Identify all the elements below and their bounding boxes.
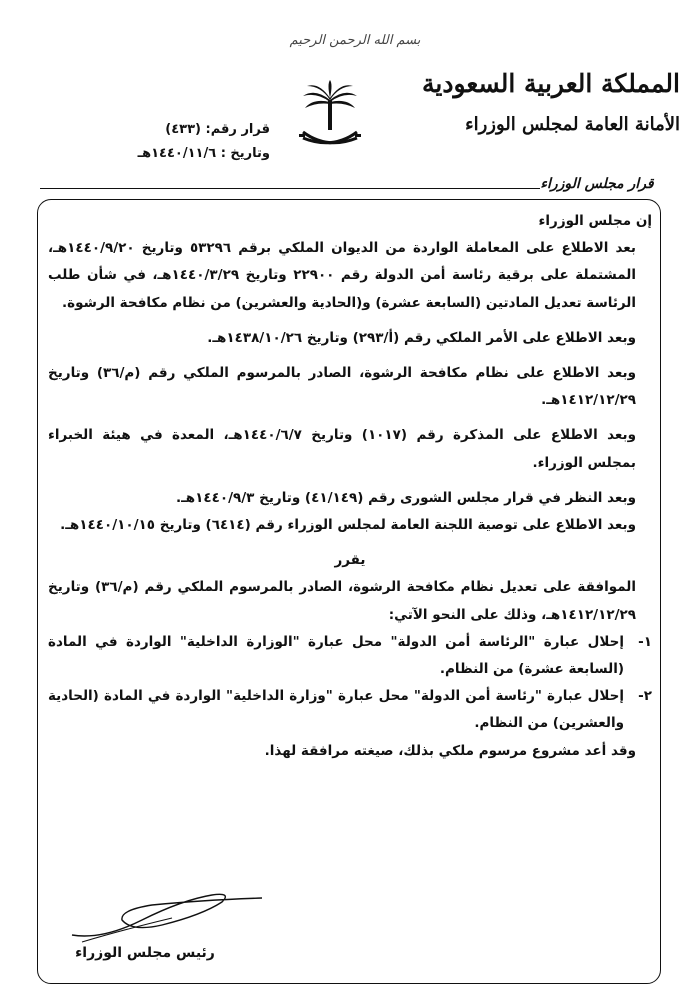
item-text: إحلال عبارة "رئاسة أمن الدولة" محل عبارة "وزارة الداخلية" الواردة في المادة (الحادية والعشرين) من النظام. [48,688,624,732]
council-decision-label: قرار مجلس الوزراء [540,176,654,192]
prime-minister-title: رئيس مجلس الوزراء [75,945,215,961]
item-number: ١- [638,633,652,650]
paragraph-5: وبعد النظر في قرار مجلس الشورى رقم (٤١/١٤٩) وتاريخ ١٤٤٠/٩/٣هـ. [176,489,636,506]
item-number: ٢- [638,688,652,705]
basmala: بسم الله الرحمن الرحيم [289,33,421,48]
date-value: ١٤٤٠/١١/٦هـ [137,146,217,161]
decision-number: (٤٣٣) [165,122,201,137]
palm-swords-emblem-icon [297,80,363,152]
paragraph-6: وبعد الاطلاع على توصية اللجنة العامة لمجلس الوزراء رقم (٦٤١٤) وتاريخ ١٤٤٠/١٠/١٥هـ. [60,517,636,534]
item-text: إحلال عبارة "الرئاسة أمن الدولة" محل عبارة "الوزارة الداخلية" الواردة في المادة (السابعة عشرة) من النظام. [48,633,624,678]
list-item [48,629,652,683]
date-label: وتاريخ : [220,146,270,161]
closing-paragraph: وقد أعد مشروع مرسوم ملكي بذلك، صيغته مرافقة لهذا. [264,742,636,759]
decides-heading: يقرر [334,552,366,569]
decision-number-row [70,118,270,142]
paragraph-3: وبعد الاطلاع على نظام مكافحة الرشوة، الصادر بالمرسوم الملكي رقم (م/٣٦) وتاريخ ١٤١٢/١٢/٢٩هـ. [48,365,636,409]
decision-meta [70,118,270,166]
approval-paragraph: الموافقة على تعديل نظام مكافحة الرشوة، الصادر بالمرسوم الملكي رقم (م/٣٦) وتاريخ ١٤١٢/١٢/٢٩هـ، وذلك على النحو الآتي: [48,579,636,623]
opening-line: إن مجلس الوزراء [538,213,652,229]
paragraph-2: وبعد الاطلاع على الأمر الملكي رقم (أ/٢٩٣) وتاريخ ١٤٣٨/١٠/٢٦هـ. [207,329,636,346]
decision-body [48,208,652,765]
paragraph-1: بعد الاطلاع على المعاملة الواردة من الديوان الملكي برقم ٥٣٢٩٦ وتاريخ ١٤٤٠/٩/٢٠هـ، المشتملة على برقية رئاسة أمن الدولة رقم ٢٢٩٠٠ وتاريخ ١٤٤٠/٣/٢٩هـ، في شأن طلب الرئاسة تعديل المادتين (السابعة عشرة) و(الحادية والعشرين) من نظام مكافحة الرشوة. [48,240,637,311]
decision-date-row [70,142,270,166]
secretariat-title: الأمانة العامة لمجلس الوزراء [465,114,680,135]
kingdom-title: المملكة العربية السعودية [421,69,680,98]
paragraph-4: وبعد الاطلاع على المذكرة رقم (١٠١٧) وتاريخ ١٤٤٠/٦/٧هـ، المعدة في هيئة الخبراء بمجلس الوزراء. [48,427,636,471]
list-item [48,683,652,737]
handwritten-signature-icon [62,880,272,955]
decision-label: قرار رقم: [205,122,270,137]
header-divider [40,188,540,189]
